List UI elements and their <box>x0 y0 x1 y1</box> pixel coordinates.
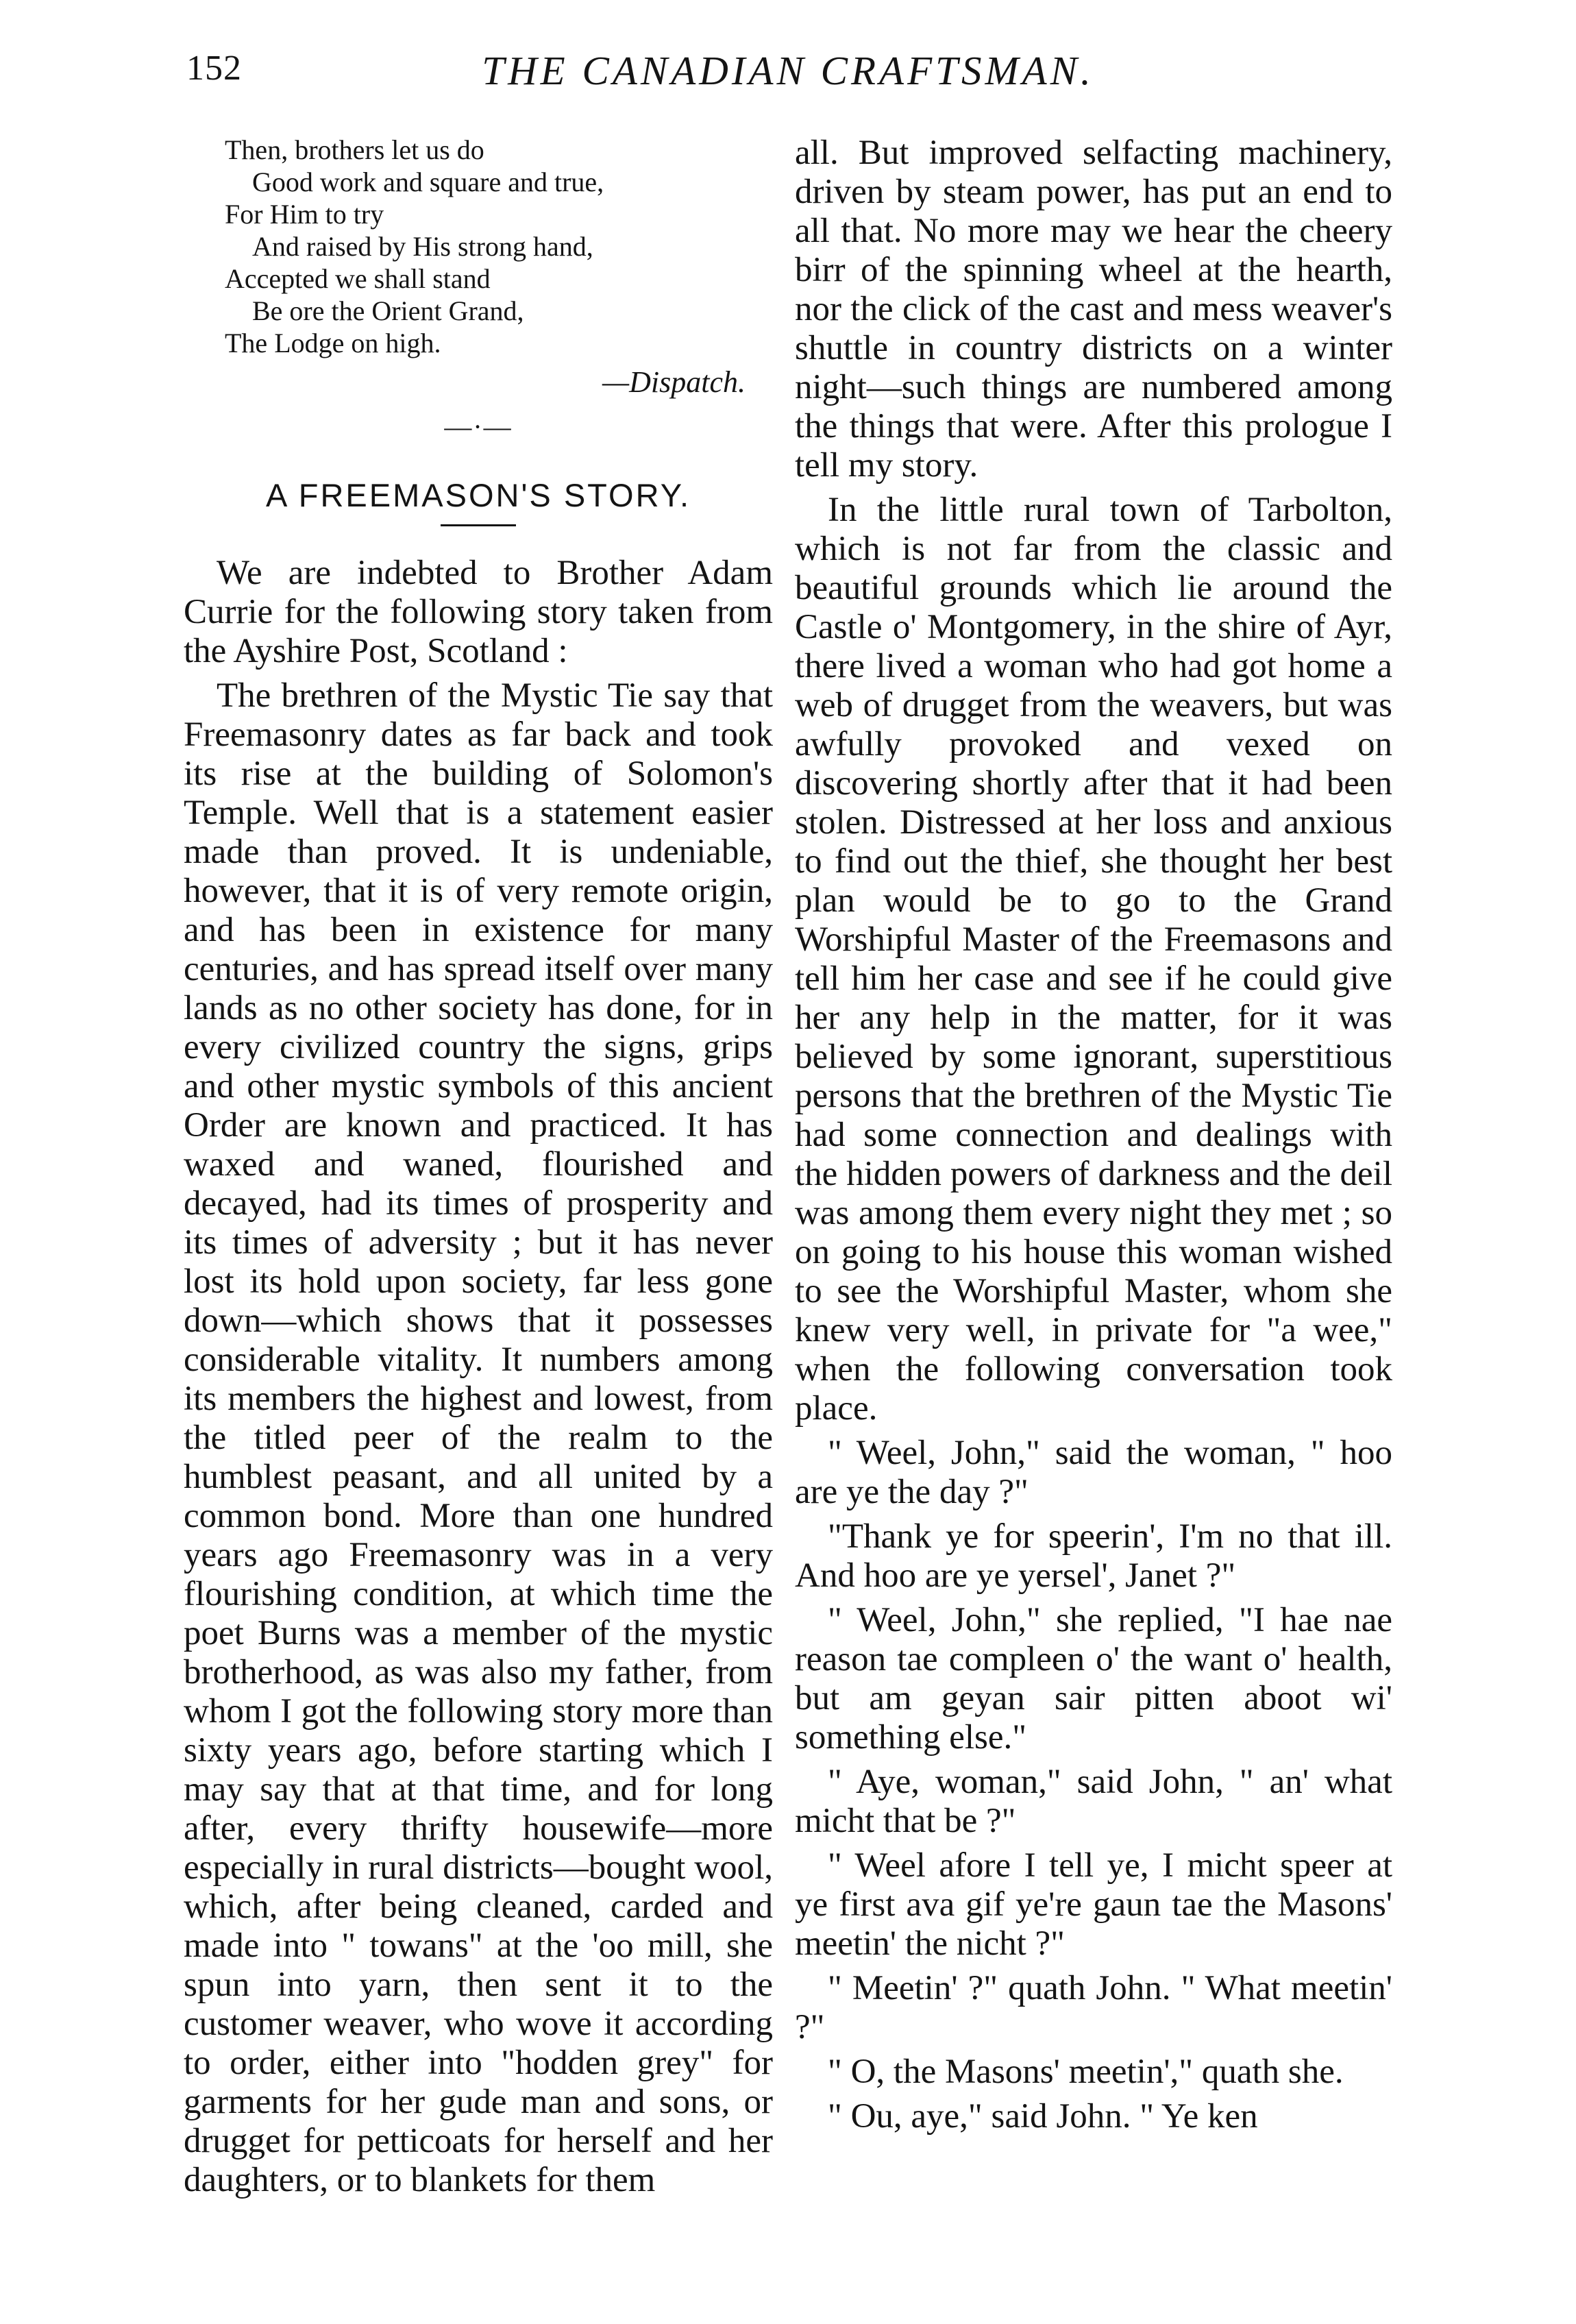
dialogue-paragraph: " Ou, aye," said John. " Ye ken <box>828 2097 1258 2136</box>
poem-line: Then, brothers let us do <box>225 134 484 165</box>
poem-line: And raised by His strong hand, <box>252 231 593 262</box>
dialogue-paragraph: " O, the Masons' meetin'," quath she. <box>828 2053 1344 2091</box>
poem-line: Be ore the Orient Grand, <box>252 295 524 326</box>
poem-line: Accepted we shall stand <box>225 263 491 294</box>
page-number: 152 <box>186 49 242 88</box>
paragraph: all. But improved selfacting machinery, driven by steam power, has put an end to all that. No more may we hear the cheery birr of the spinning wheel at the hearth, nor the click of the cast and mess weaver's shuttle in country districts on a winter night—such things are numbered among the things that were. After this prologue I tell my story. <box>795 134 1392 485</box>
poem-source: —Dispatch. <box>602 365 746 399</box>
section-ornament: —·— <box>444 411 513 442</box>
paragraph: The brethren of the Mystic Tie say that Freemasonry dates as far back and took its rise at the building of Solomon's Temple. Well that is a statement easier made than proved. It is undeniable, however, that it is of very remote origin, and has been in existence for many centuries, and has spread itself over many lands as no other society has done, for in every civilized country the signs, grips and other mystic symbols of this ancient Order are known and practiced. It has waxed and waned, flourished and decayed, had its times of prosperity and its times of adversity ; but it has never lost its hold upon society, far less gone down—which shows that it possesses considerable vitality. It numbers among its members the highest and lowest, from the titled peer of the realm to the humblest peasant, and all united by a common bond. More than one hundred years ago Freemasonry was in a very flourishing condition, at which time the poet Burns was a member of the mystic brotherhood, as was also my father, from whom I got the following story more than sixty years ago, before starting which I may say that at that time, and for long after, every thrifty housewife—more especially in rural districts—bought wool, which, after being cleaned, carded and made into " towans" at the 'oo mill, she spun into yarn, then sent it to the customer weaver, who wove it according to order, either into "hodden grey" for garments for her gude man and sons, or drugget for petticoats for herself and her daughters, or to blankets for them <box>184 676 773 2199</box>
running-title: THE CANADIAN CRAFTSMAN. <box>482 48 1094 93</box>
left-column <box>184 134 773 2205</box>
paragraph: We are indebted to Brother Adam Currie for the following story taken from the Ayshire Post, Scotland : <box>184 554 773 670</box>
dialogue-paragraph: "Thank ye for speerin', I'm no that ill. And hoo are ye yersel', Janet ?" <box>795 1517 1392 1595</box>
page-header <box>0 48 1576 119</box>
poem-line: Good work and square and true, <box>252 167 604 197</box>
poem-line: For Him to try <box>225 199 384 230</box>
right-column <box>795 134 1392 2142</box>
poem-line: The Lodge on high. <box>225 328 441 358</box>
dialogue-paragraph: " Weel, John," she replied, "I hae nae reason tae compleen o' the want o' health, but am geyan sair pitten aboot wi' something else." <box>795 1601 1392 1757</box>
paragraph: In the little rural town of Tarbolton, which is not far from the classic and beautiful grounds which lie around the Castle o' Montgomery, in the shire of Ayr, there lived a woman who had got home a web of drugget from the weavers, but was awfully provoked and vexed on discovering shortly after that it had been stolen. Distressed at her loss and anxious to find out the thief, she thought her best plan would be to go to the Grand Worshipful Master of the Freemasons and tell him her case and see if he could give her any help in the matter, for it was believed by some ignorant, superstitious persons that the brethren of the Mystic Tie had some connection and dealings with the hidden powers of darkness and the deil was among them every night they met ; so on going to his house this woman wished to see the Worshipful Master, whom she knew very well, in private for "a wee," when the following conversation took place. <box>795 491 1392 1428</box>
article-title: A FREEMASON'S STORY. <box>265 477 691 513</box>
dialogue-paragraph: " Aye, woman," said John, " an' what micht that be ?" <box>795 1763 1392 1840</box>
poem <box>225 134 773 398</box>
dialogue-paragraph: " Weel afore I tell ye, I micht speer at ye first ava gif ye're gaun tae the Masons' meetin' the nicht ?" <box>795 1846 1392 1963</box>
title-rule <box>441 524 516 526</box>
dialogue-paragraph: " Meetin' ?" quath John. " What meetin' ?" <box>795 1969 1392 2046</box>
dialogue-paragraph: " Weel, John," said the woman, " hoo are ye the day ?" <box>795 1434 1392 1511</box>
